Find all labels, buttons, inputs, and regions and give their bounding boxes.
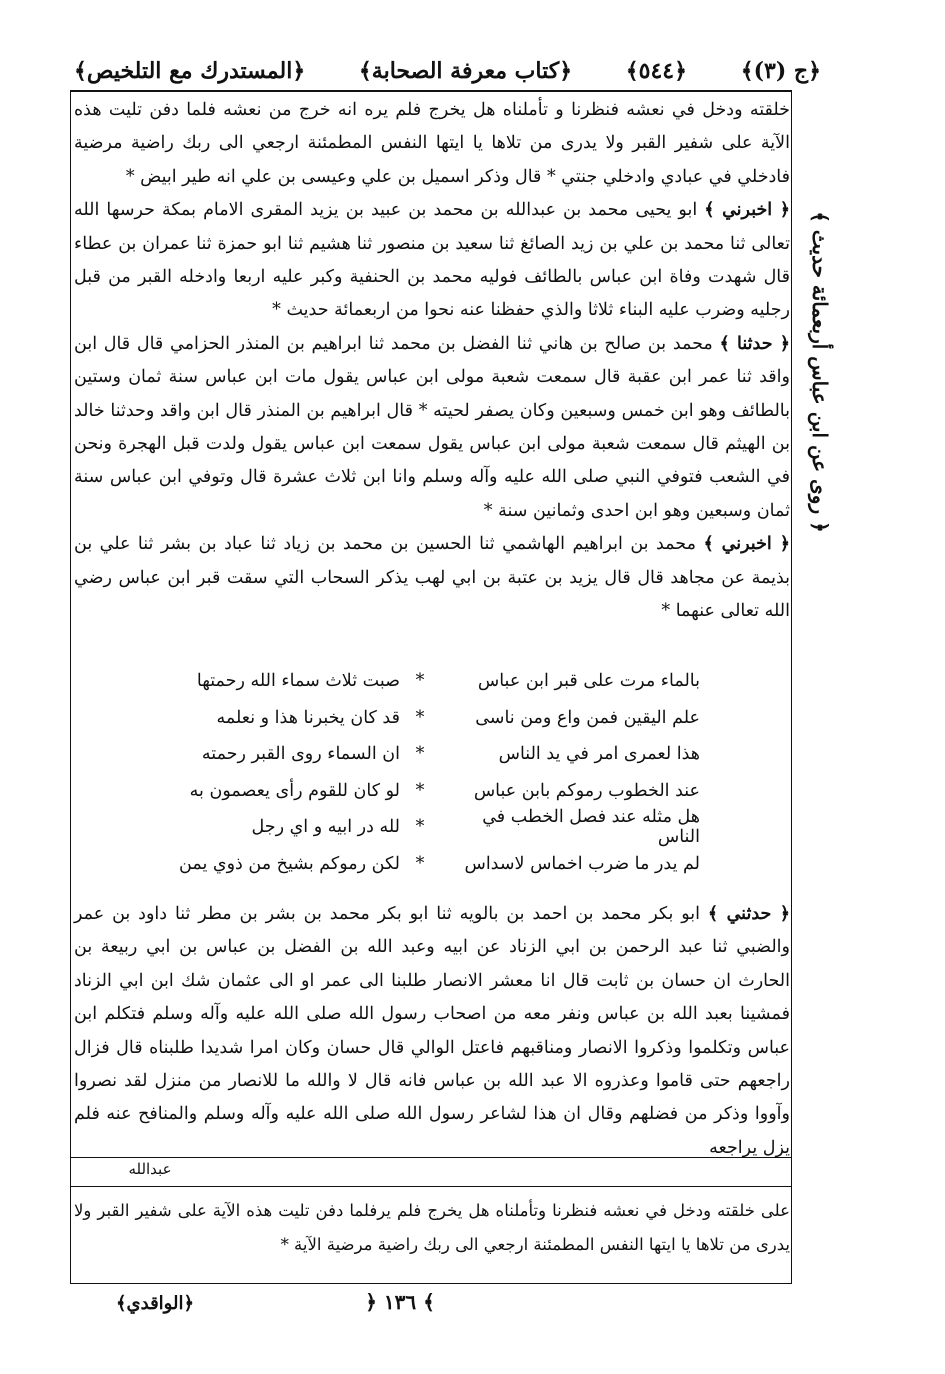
book-title: ﴿المستدرك مع التلخيص﴾: [74, 58, 306, 84]
paragraph: [74, 898, 790, 1165]
section-title: ﴿كتاب معرفة الصحابة﴾: [358, 58, 573, 84]
verse-second-hemistich: عند الخطوب رموكم بابن عباس: [473, 780, 700, 801]
paragraph: [74, 528, 790, 628]
verse-second-hemistich: بالماء مرت على قبر ابن عباس: [477, 671, 700, 692]
poem-verse: [150, 663, 720, 700]
paragraph-text: خلقته ودخل في نعشه فنظرنا و تأملناه هل يخرج فلم يره انه خرج من نعشه فلما دفن تليت هذه الآية على شفير القبر ولا يدرى من تلاها يا ايتها النفس المطمئنة ارجعي الى ربك راضية مرضية فادخلي في عبادي وادخلي جنتي * قال وذكر اسميل بن علي وعيسى بن علي انه طير ابيض *: [74, 100, 790, 187]
verse-separator: *: [415, 671, 425, 692]
verse-first-hemistich: قد كان يخبرنا هذا و نعلمه: [216, 707, 400, 728]
verse-first-hemistich: صبت ثلاث سماء الله رحمتها: [196, 671, 400, 692]
verse-first-hemistich: لله در ابيه و اي رجل: [251, 817, 400, 838]
footnote-divider: [70, 1186, 792, 1187]
verse-first-hemistich: ان السماء روى القبر رحمته: [201, 744, 400, 765]
verse-separator: *: [415, 853, 425, 874]
paragraph-text: محمد بن ابراهيم الهاشمي ثنا الحسين بن محمد بن زياد ثنا عباد بن بشر ثنا علي بن بذيمة عن مجاهد قال قال يزيد بن عتبة بن ابي لهب يذكر السحاب التي سقت قبر ابن عباس رضي الله تعالى عنهما *: [74, 534, 790, 622]
poem-verse: [150, 809, 720, 846]
paragraph-text: ابو يحيى محمد بن عبدالله بن محمد بن عبيد بن يزيد المقرى الامام بمكة حرسها الله تعالى ثنا محمد بن علي بن زيد الصائغ ثنا سعيد بن منصور ثنا هشيم ثنا ابو حمزة ثنا عمران بن عطاء قال شهدت وفاة ابن عباس بالطائف فوليه محمد بن الحنفية وكبر عليه اربعا وادخله القبر من قبل رجليه وضرب عليه البناء ثلاثا والذي حفظنا عنه نحوا من اربعمائة حديث *: [74, 200, 790, 321]
paragraph: [74, 194, 790, 328]
poem-verse: [150, 846, 720, 883]
verse-second-hemistich: هل مثله عند فصل الخطب في الناس: [482, 807, 700, 848]
footnote-label: عبدالله: [128, 1160, 172, 1178]
main-text: [74, 94, 790, 629]
footnotes: [74, 1194, 790, 1262]
paragraph-lead: ﴿ اخبرني ﴾: [704, 200, 790, 221]
page-header: [70, 52, 825, 90]
poem-verse: [150, 736, 720, 773]
verse-separator: *: [415, 817, 425, 838]
poem: [150, 663, 720, 882]
footnote: على خلقته ودخل في نعشه فنظرنا وتأملناه هل يخرج فلم يرفلما دفن تليت هذه الآية على شفير القبر ولا يدرى من تلاها يا ايتها النفس المطمئنة ارجعي الى ربك راضية مرضية الآية *: [74, 1201, 790, 1254]
margin-note: [800, 211, 840, 533]
paragraph-text: محمد بن صالح بن هاني ثنا الفضل بن محمد ثنا ابراهيم بن المنذر الحزامي قال قال ابن واقد ثنا عمر ابن عقبة قال سمعت شعبة مولى ابن عباس يقول مات ابن عباس سنة ثمان وستين بالطائف وهو ابن خمس وسبعين وكان يصفر لحيته * قال ابراهيم بن المنذر قال ابن واقد وحدثنا خالد بن الهيثم قال سمعت شعبة مولى ابن عباس يقول سمعت ابن عباس يقول ولدت قبل الهجرة ونحن في الشعب فتوفي النبي صلى الله عليه وآله وسلم وانا ابن ثلاث عشرة قال وتوفي ابن عباس سنة ثمان وسبعين وهو ابن احدى وثمانين سنة *: [74, 333, 790, 521]
main-text-continued: [74, 898, 790, 1165]
paragraph-lead: ﴿ حدثني ﴾: [707, 904, 790, 924]
header-page-number: ﴿٥٤٤﴾: [625, 58, 688, 84]
poem-verse: [150, 700, 720, 737]
paragraph: [74, 94, 790, 194]
volume-label: ﴿ج (٣)﴾: [740, 58, 821, 84]
verse-first-hemistich: لو كان للقوم رأى يعصمون به: [189, 780, 400, 801]
verse-separator: *: [415, 744, 425, 765]
paragraph: [74, 328, 790, 528]
verse-separator: *: [415, 707, 425, 728]
paragraph-lead: ﴿ حدثنا ﴾: [719, 333, 791, 354]
page-number: ﴿ ١٣٦ ﴾: [365, 1290, 435, 1314]
paragraph-text: ابو بكر محمد بن احمد بن بالويه ثنا ابو بكر محمد بن بشر بن مطر ثنا داود بن عمر والضبي ثنا عبد الرحمن بن ابي الزناد عن ابيه وعبد الله بن الفضل بن عباس بن ابي ربيعة بن الحارث ان حسان بن ثابت قال انا معشر الانصار طلبنا الى عمر او الى عثمان شك ابن ابي الزناد فمشينا بعبد الله بن عباس ونفر معه من اصحاب رسول الله صلى الله عليه وآله وسلم فتكلم ابن عباس وتكلموا وذكروا الانصار ومناقبهم فاعتل الوالي قال حسان وكان امرا شديدا طلبناه قال فزال راجعهم حتى قاموا وعذروه الا عبد الله بن عباس فانه قال لا والله ما للانصار من منزل لقد نصروا وآووا وذكر من فضلهم وقال ان هذا لشاعر رسول الله صلى الله عليه وآله وسلم والمنافح عنه فلم يزل يراجعه: [74, 904, 790, 1158]
poem-verse: [150, 773, 720, 810]
paragraph-lead: ﴿ اخبرني ﴾: [703, 534, 790, 555]
verse-second-hemistich: لم يدر ما ضرب اخماس لاسداس: [464, 853, 700, 874]
verse-second-hemistich: علم اليقين فمن واع ومن ناسى: [475, 707, 700, 728]
verse-second-hemistich: هذا لعمرى امر في يد الناس: [498, 744, 700, 765]
verse-first-hemistich: لكن رموكم بشيخ من ذوي يمن: [179, 853, 400, 874]
margin-note-text: ﴿ روى عن ابن عباس أربعمائة حديث ﴾: [808, 211, 833, 533]
footer-series-label: ﴿الواقدي﴾: [115, 1293, 195, 1314]
verse-separator: *: [415, 780, 425, 801]
